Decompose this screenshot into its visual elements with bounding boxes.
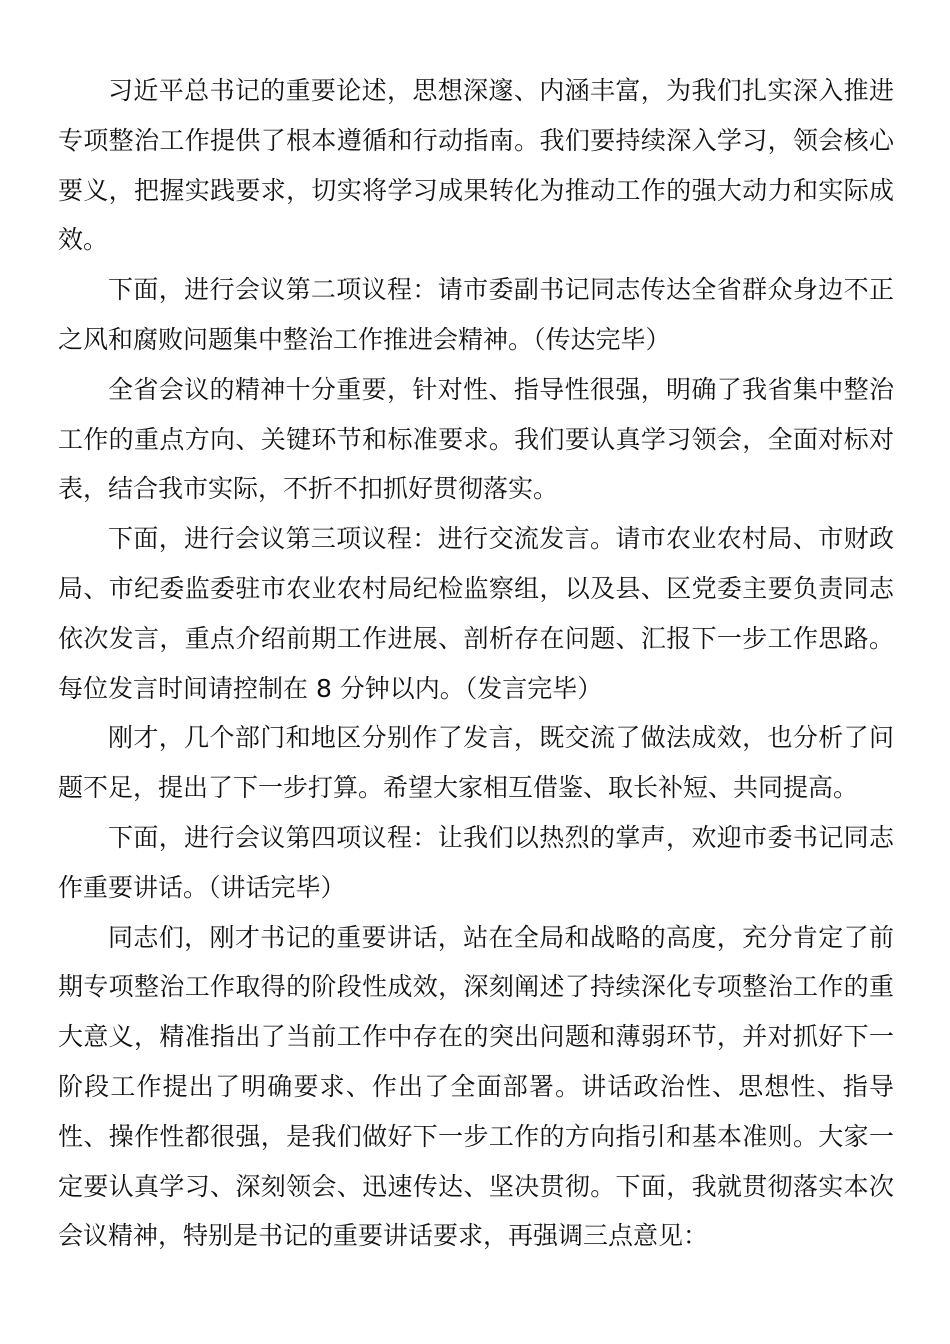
paragraph-study-remarks: 习近平总书记的重要论述，思想深邃、内涵丰富，为我们扎实深入推进专项整治工作提供了根本遵循和行动指南。我们要持续深入学习，领会核心要义，把握实践要求，切实将学习成果转化为推动工作的强大动力和实际成效。 [58, 76, 894, 255]
paragraph-agenda-item-two: 下面，进行会议第二项议程：请市委副书记同志传达全省群众身边不正之风和腐败问题集中整治工作推进会精神。（传达完毕） [58, 275, 894, 354]
paragraph-closing-remarks: 同志们，刚才书记的重要讲话，站在全局和战略的高度，充分肯定了前期专项整治工作取得的阶段性成效，深刻阐述了持续深化专项整治工作的重大意义，精准指出了当前工作中存在的突出问题和薄弱环节，并对抓好下一阶段工作提出了明确要求、作出了全面部署。讲话政治性、思想性、指导性、操作性都很强，是我们做好下一步工作的方向指引和基本准则。大家一定要认真学习、深刻领会、迅速传达、坚决贯彻。下面，我就贯彻落实本次会议精神，特别是书记的重要讲话要求，再强调三点意见： [58, 922, 894, 1251]
paragraph-agenda-item-four: 下面，进行会议第四项议程：让我们以热烈的掌声，欢迎市委书记同志作重要讲话。（讲话完毕） [58, 822, 894, 902]
paragraph-agenda-item-three: 下面，进行会议第三项议程：进行交流发言。请市农业农村局、市财政局、市纪委监委驻市农业农村局纪检监察组，以及县、区党委主要负责同志依次发言，重点介绍前期工作进展、剖析存在问题、汇报下一步工作思路。每位发言时间请控制在 8 分钟以内。（发言完毕） [58, 524, 894, 703]
document-body [58, 66, 894, 1261]
paragraph-provincial-meeting: 全省会议的精神十分重要，针对性、指导性很强，明确了我省集中整治工作的重点方向、关键环节和标准要求。我们要认真学习领会，全面对标对表，结合我市实际，不折不扣抓好贯彻落实。 [58, 374, 894, 504]
paragraph-speech-summary: 刚才，几个部门和地区分别作了发言，既交流了做法成效，也分析了问题不足，提出了下一步打算。希望大家相互借鉴、取长补短、共同提高。 [58, 723, 894, 803]
